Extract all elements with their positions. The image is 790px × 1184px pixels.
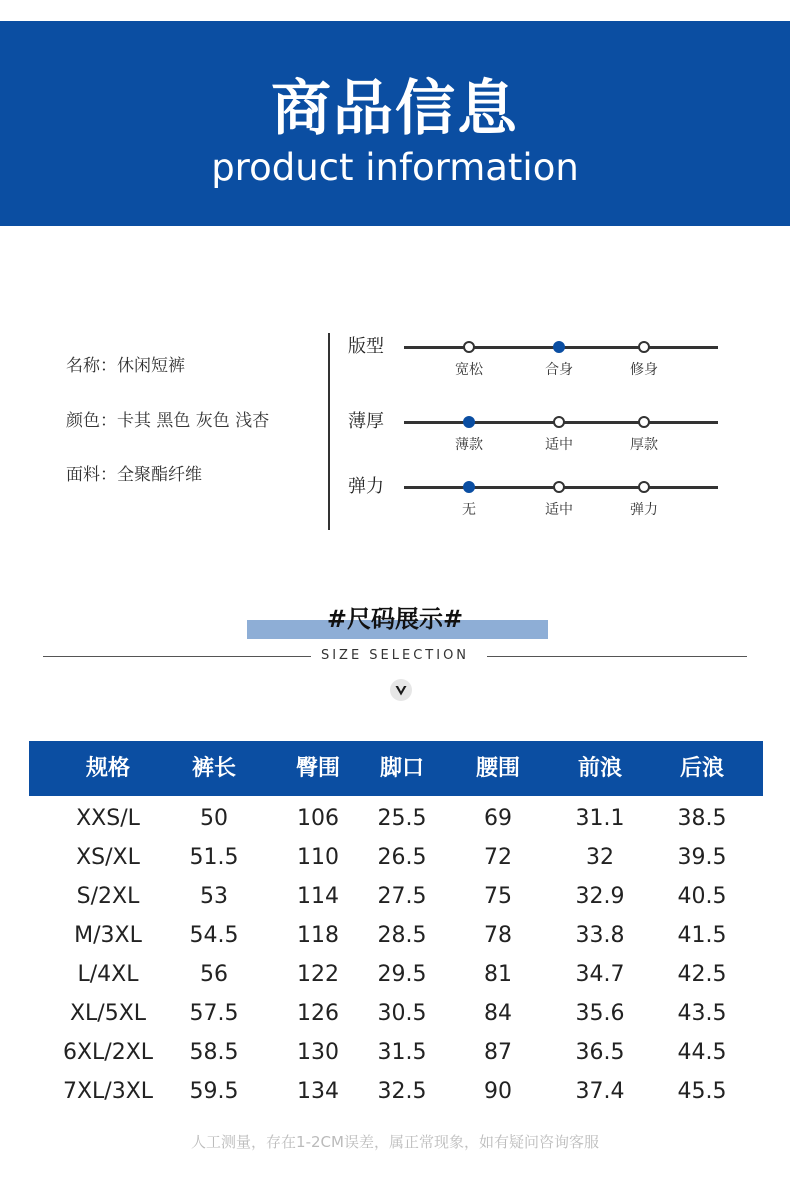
table-cell: M/3XL <box>74 923 142 948</box>
attr-option-label: 厚款 <box>630 437 658 453</box>
table-cell: 72 <box>484 845 512 870</box>
table-header-cell: 腰围 <box>475 756 520 781</box>
table-cell: 27.5 <box>377 884 427 909</box>
table-header-cell: 臀围 <box>295 756 340 781</box>
table-cell: 122 <box>297 962 339 987</box>
table-cell: 130 <box>297 1040 339 1065</box>
table-cell: 59.5 <box>189 1079 239 1104</box>
attr-option-dot <box>463 341 475 353</box>
table-cell: 41.5 <box>677 923 727 948</box>
info-name: 名称：休闲短裤 <box>66 356 185 376</box>
table-cell: 40.5 <box>677 884 727 909</box>
table-cell: 44.5 <box>677 1040 727 1065</box>
attr-label: 薄厚 <box>348 411 384 432</box>
table-cell: 28.5 <box>377 923 427 948</box>
banner-title: 商品信息 <box>271 74 519 144</box>
table-cell: 78 <box>484 923 512 948</box>
table-cell: 26.5 <box>377 845 427 870</box>
size-title: #尺码展示# <box>326 605 464 633</box>
banner-subtitle: product information <box>211 146 579 189</box>
table-cell: 126 <box>297 1001 339 1026</box>
table-cell: 69 <box>484 806 512 831</box>
table-cell: 42.5 <box>677 962 727 987</box>
measurement-note: 人工测量，存在1-2CM误差，属正常现象，如有疑问咨询客服 <box>191 1133 599 1151</box>
table-cell: 114 <box>297 884 339 909</box>
attr-option-label: 宽松 <box>455 362 483 378</box>
table-cell: 90 <box>484 1079 512 1104</box>
table-cell: 58.5 <box>189 1040 239 1065</box>
table-cell: 43.5 <box>677 1001 727 1026</box>
table-cell: 87 <box>484 1040 512 1065</box>
table-cell: 75 <box>484 884 512 909</box>
attr-option-dot <box>553 416 565 428</box>
table-cell: 51.5 <box>189 845 239 870</box>
table-header-cell: 规格 <box>85 756 130 781</box>
table-header-cell: 后浪 <box>679 756 724 781</box>
table-cell: 31.1 <box>575 806 625 831</box>
table-cell: 81 <box>484 962 512 987</box>
size-table-header <box>29 741 763 796</box>
vertical-divider <box>328 333 330 530</box>
table-cell: 118 <box>297 923 339 948</box>
table-cell: 32.9 <box>575 884 625 909</box>
table-cell: XS/XL <box>76 845 140 870</box>
table-cell: 50 <box>200 806 228 831</box>
attr-option-dot <box>638 416 650 428</box>
table-cell: 25.5 <box>377 806 427 831</box>
table-cell: L/4XL <box>77 962 139 987</box>
attr-option-label: 弹力 <box>630 502 658 518</box>
table-cell: 7XL/3XL <box>62 1079 154 1104</box>
table-cell: 110 <box>297 845 339 870</box>
attr-option-dot <box>553 481 565 493</box>
attr-option-label: 修身 <box>630 362 658 378</box>
attr-option-dot <box>638 341 650 353</box>
table-cell: 35.6 <box>575 1001 625 1026</box>
table-cell: 37.4 <box>575 1079 625 1104</box>
chevron-down-icon <box>390 679 412 701</box>
table-cell: S/2XL <box>76 884 140 909</box>
info-color: 颜色：卡其 黑色 灰色 浅杏 <box>66 411 270 431</box>
table-cell: 84 <box>484 1001 512 1026</box>
table-cell: 6XL/2XL <box>62 1040 154 1065</box>
table-cell: 38.5 <box>677 806 727 831</box>
table-cell: XL/5XL <box>69 1001 147 1026</box>
table-cell: 34.7 <box>575 962 625 987</box>
header-banner <box>0 21 790 226</box>
table-header-cell: 前浪 <box>577 756 622 781</box>
table-cell: XXS/L <box>76 806 140 831</box>
attr-label: 弹力 <box>348 476 384 497</box>
table-cell: 45.5 <box>677 1079 727 1104</box>
attr-option-dot <box>553 341 565 353</box>
table-cell: 33.8 <box>575 923 625 948</box>
attr-option-dot <box>638 481 650 493</box>
table-cell: 57.5 <box>189 1001 239 1026</box>
attr-option-dot <box>463 416 475 428</box>
size-subtitle: SIZE SELECTION <box>320 648 470 663</box>
table-cell: 56 <box>200 962 228 987</box>
attr-option-label: 合身 <box>545 362 573 378</box>
table-cell: 32.5 <box>377 1079 427 1104</box>
attr-label: 版型 <box>348 336 384 357</box>
table-cell: 39.5 <box>677 845 727 870</box>
table-cell: 36.5 <box>575 1040 625 1065</box>
table-cell: 30.5 <box>377 1001 427 1026</box>
table-cell: 53 <box>200 884 228 909</box>
table-header-cell: 裤长 <box>191 756 236 781</box>
attr-option-label: 适中 <box>545 437 573 453</box>
attr-option-label: 适中 <box>545 502 573 518</box>
table-cell: 134 <box>297 1079 339 1104</box>
attr-option-label: 薄款 <box>455 437 483 453</box>
table-cell: 54.5 <box>189 923 239 948</box>
attr-option-dot <box>463 481 475 493</box>
attr-option-label: 无 <box>462 502 476 518</box>
table-cell: 106 <box>297 806 339 831</box>
info-fabric: 面料：全聚酯纤维 <box>66 465 202 485</box>
table-cell: 32 <box>586 845 614 870</box>
table-cell: 31.5 <box>377 1040 427 1065</box>
table-header-cell: 脚口 <box>379 756 424 781</box>
table-cell: 29.5 <box>377 962 427 987</box>
